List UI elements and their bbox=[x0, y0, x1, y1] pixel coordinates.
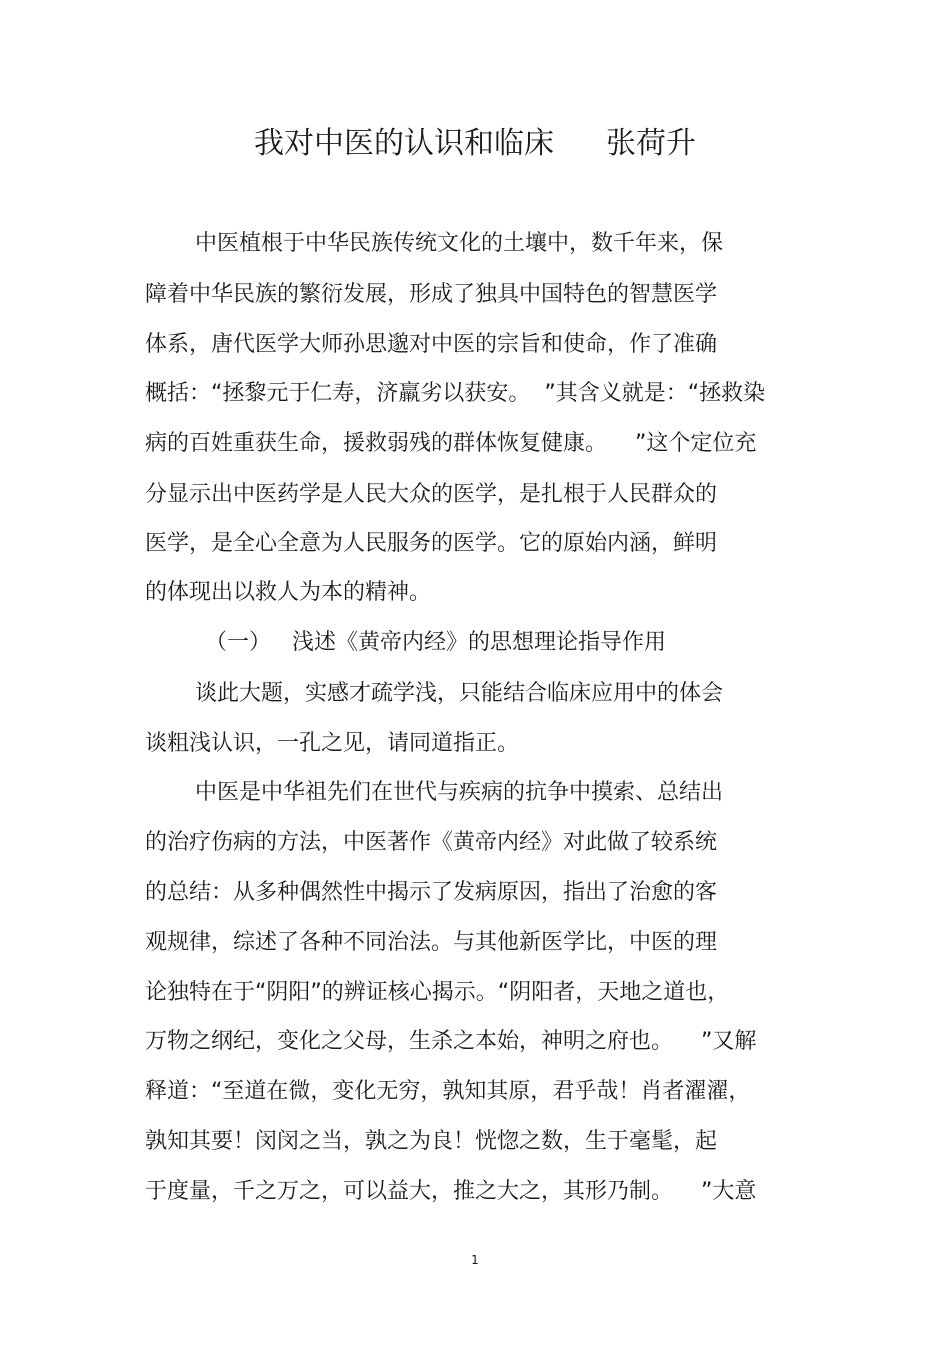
paragraph-line: 论独特在于“阴阳”的辨证核心揭示。“阴阳者，天地之道也， bbox=[145, 980, 730, 1005]
paragraph-line: 释道：“至道在微，变化无穷，孰知其原，君乎哉！肖者濯濯， bbox=[145, 1079, 751, 1104]
paragraph-line: 体系，唐代医学大师孙思邈对中医的宗旨和使命，作了准确 bbox=[145, 332, 718, 357]
paragraph-line: 医学，是全心全意为人民服务的医学。它的原始内涵，鲜明 bbox=[145, 531, 718, 556]
paragraph-line: 的总结：从多种偶然性中揭示了发病原因，指出了治愈的客 bbox=[145, 880, 718, 905]
paragraph-line: 观规律，综述了各种不同治法。与其他新医学比，中医的理 bbox=[145, 930, 718, 955]
paragraph-line: 病的百姓重获生命，援救弱残的群体恢复健康。 ”这个定位充 bbox=[145, 431, 757, 456]
paragraph-line: 的治疗伤病的方法，中医著作《黄帝内经》对此做了较系统 bbox=[145, 830, 718, 855]
paragraph-line: 概括：“拯黎元于仁寿，济羸劣以获安。 ”其含义就是：“拯救染 bbox=[145, 381, 766, 406]
paragraph-line: 的体现出以救人为本的精神。 bbox=[145, 580, 432, 605]
paragraph-line: 中医植根于中华民族传统文化的土壤中，数千年来，保 bbox=[195, 231, 724, 256]
document-author: 张荷升 bbox=[606, 126, 696, 161]
paragraph-line: 分显示出中医药学是人民大众的医学，是扎根于人民群众的 bbox=[145, 482, 718, 507]
paragraph-line: 障着中华民族的繁衍发展，形成了独具中国特色的智慧医学 bbox=[145, 282, 718, 307]
paragraph-line: 谈此大题，实感才疏学浅，只能结合临床应用中的体会 bbox=[195, 681, 724, 706]
paragraph-line: 中医是中华祖先们在世代与疾病的抗争中摸索、总结出 bbox=[195, 780, 724, 805]
page-number: 1 bbox=[471, 1253, 479, 1267]
paragraph-line: 万物之纲纪，变化之父母，生杀之本始，神明之府也。 ”又解 bbox=[145, 1029, 757, 1054]
document-title: 我对中医的认识和临床 bbox=[254, 126, 554, 161]
paragraph-line: 孰知其要！闵闵之当，孰之为良！恍惚之数，生于毫髦，起 bbox=[145, 1129, 718, 1154]
paragraph-line: 谈粗浅认识，一孔之见，请同道指正。 bbox=[145, 731, 520, 756]
section-heading: （一） 浅述《黄帝内经》的思想理论指导作用 bbox=[205, 630, 666, 655]
paragraph-line: 于度量，千之万之，可以益大，推之大之，其形乃制。 ”大意 bbox=[145, 1179, 757, 1204]
document-title-line bbox=[0, 124, 950, 164]
